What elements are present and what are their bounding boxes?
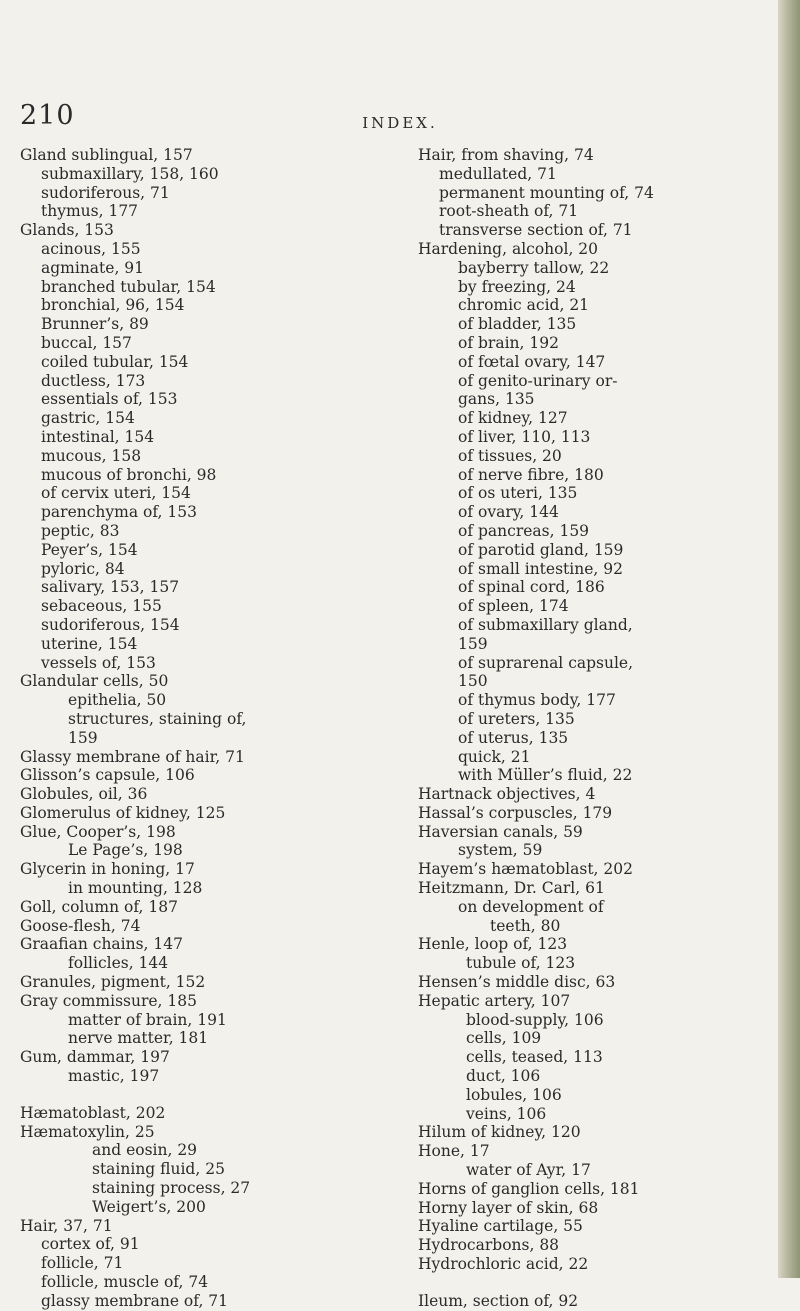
index-subentry: and eosin, 29 — [92, 1141, 198, 1160]
index-column-right — [418, 146, 778, 1311]
running-header: INDEX. — [362, 114, 438, 132]
index-subentry: permanent mounting of, 74 — [439, 183, 654, 202]
page-edge-binding — [778, 0, 800, 1278]
index-subentry: of thymus body, 177 — [458, 691, 616, 710]
index-subentry: of kidney, 127 — [458, 409, 568, 428]
index-heading: Glue, Cooper’s, 198 — [20, 822, 176, 841]
index-heading: Hæmatoblast, 202 — [20, 1103, 166, 1122]
index-subentry: ductless, 173 — [41, 371, 146, 390]
index-subentry: of cervix uteri, 154 — [41, 484, 191, 503]
index-subentry: in mounting, 128 — [68, 879, 203, 898]
index-subentry: of spleen, 174 — [458, 597, 569, 616]
index-heading: Henle, loop of, 123 — [418, 935, 568, 954]
index-subentry: matter of brain, 191 — [68, 1010, 227, 1029]
index-heading: Hardening, alcohol, 20 — [418, 239, 599, 258]
index-subentry: Peyer’s, 154 — [41, 540, 138, 559]
index-subentry: nerve matter, 181 — [68, 1029, 209, 1048]
index-subentry: thymus, 177 — [41, 202, 139, 221]
index-subentry: water of Ayr, 17 — [466, 1161, 591, 1180]
index-heading: Hilum of kidney, 120 — [418, 1123, 581, 1142]
section-gap — [20, 1086, 380, 1104]
index-heading: Hair, from shaving, 74 — [418, 146, 594, 164]
index-heading: Hepatic artery, 107 — [418, 991, 571, 1010]
index-subentry: acinous, 155 — [41, 239, 141, 258]
index-subentry: of ureters, 135 — [458, 709, 575, 728]
index-heading: Horny layer of skin, 68 — [418, 1198, 599, 1217]
index-subentry: sudoriferous, 154 — [41, 615, 180, 634]
index-subentry: of suprarenal capsule, — [458, 653, 634, 672]
index-subentry: duct, 106 — [466, 1067, 541, 1086]
index-heading: Globules, oil, 36 — [20, 785, 148, 804]
index-heading: Glisson’s capsule, 106 — [20, 766, 195, 785]
index-subentry: medullated, 71 — [439, 164, 557, 183]
index-heading: Gland sublingual, 157 — [20, 146, 193, 164]
index-subentry: parenchyma of, 153 — [41, 503, 197, 522]
index-subentry: of liver, 110, 113 — [458, 427, 591, 446]
index-subentry: transverse section of, 71 — [439, 221, 633, 240]
index-subentry: intestinal, 154 — [41, 427, 155, 446]
index-subentry: sebaceous, 155 — [41, 597, 162, 616]
index-subentry: gans, 135 — [458, 390, 535, 409]
index-heading: Graafian chains, 147 — [20, 935, 183, 954]
index-subentry: epithelia, 50 — [68, 691, 167, 710]
index-subentry: cells, 109 — [466, 1029, 542, 1048]
index-heading: Granules, pigment, 152 — [20, 973, 206, 992]
index-subentry: staining process, 27 — [92, 1179, 251, 1198]
index-subentry: of bladder, 135 — [458, 315, 577, 334]
index-subentry: chromic acid, 21 — [458, 296, 590, 315]
index-heading: Goll, column of, 187 — [20, 897, 178, 916]
index-subentry: mucous, 158 — [41, 446, 142, 465]
index-subentry: Le Page’s, 198 — [68, 841, 183, 860]
index-subentry: lobules, 106 — [466, 1085, 562, 1104]
index-subentry: Weigert’s, 200 — [92, 1197, 206, 1216]
index-subentry: Brunner’s, 89 — [41, 315, 149, 334]
index-heading: Glandular cells, 50 — [20, 672, 169, 691]
index-subentry: tubule of, 123 — [466, 954, 576, 973]
index-subentry: of genito-urinary or- — [458, 371, 618, 390]
index-subentry: cortex of, 91 — [41, 1235, 140, 1254]
index-subentry: branched tubular, 154 — [41, 277, 216, 296]
index-heading: Hair, 37, 71 — [20, 1216, 113, 1235]
index-subentry: uterine, 154 — [41, 634, 138, 653]
index-subentry: of os uteri, 135 — [458, 484, 578, 503]
index-subentry: blood-supply, 106 — [466, 1010, 604, 1029]
index-heading: Glomerulus of kidney, 125 — [20, 803, 226, 822]
page-number: 210 — [20, 100, 75, 131]
index-subentry: bayberry tallow, 22 — [458, 258, 610, 277]
index-subentry: of ovary, 144 — [458, 503, 559, 522]
index-subentry: of tissues, 20 — [458, 446, 562, 465]
index-subentry: follicle, muscle of, 74 — [41, 1273, 209, 1292]
index-subentry: with Müller’s fluid, 22 — [458, 766, 633, 785]
index-subentry: staining fluid, 25 — [92, 1160, 225, 1179]
index-subentry: veins, 106 — [466, 1104, 547, 1123]
index-subentry: gastric, 154 — [41, 409, 135, 428]
index-subentry: glassy membrane of, 71 — [41, 1291, 229, 1310]
index-heading: Glassy membrane of hair, 71 — [20, 747, 245, 766]
index-subentry: of brain, 192 — [458, 333, 559, 352]
index-subentry: agminate, 91 — [41, 258, 145, 277]
index-heading: Hensen’s middle disc, 63 — [418, 973, 616, 992]
index-subentry: 159 — [458, 634, 488, 653]
index-heading: Hyaline cartilage, 55 — [418, 1217, 583, 1236]
index-heading: Hydrochloric acid, 22 — [418, 1255, 589, 1274]
index-subentry: coiled tubular, 154 — [41, 352, 189, 371]
index-subentry: of parotid gland, 159 — [458, 540, 624, 559]
index-subentry: buccal, 157 — [41, 333, 132, 352]
index-subentry: essentials of, 153 — [41, 390, 178, 409]
index-heading: Haversian canals, 59 — [418, 822, 583, 841]
index-subentry: of spinal cord, 186 — [458, 578, 605, 597]
index-column-left — [20, 146, 380, 1311]
index-heading: Glands, 153 — [20, 221, 114, 240]
index-subentry: pyloric, 84 — [41, 559, 125, 578]
index-subentry: bronchial, 96, 154 — [41, 296, 185, 315]
index-subentry: of pancreas, 159 — [458, 521, 590, 540]
index-subentry: mucous of bronchi, 98 — [41, 465, 217, 484]
index-subentry: submaxillary, 158, 160 — [41, 164, 219, 183]
index-subentry: peptic, 83 — [41, 521, 120, 540]
index-heading: Goose-flesh, 74 — [20, 916, 141, 935]
index-heading: Glycerin in honing, 17 — [20, 860, 195, 879]
section-gap — [418, 1274, 778, 1292]
index-subentry: follicles, 144 — [68, 954, 169, 973]
index-subentry: sudoriferous, 71 — [41, 183, 170, 202]
index-subentry: cells, teased, 113 — [466, 1048, 603, 1067]
index-heading: Hayem’s hæmatoblast, 202 — [418, 860, 633, 879]
index-subentry: quick, 21 — [458, 747, 531, 766]
index-heading: Horns of ganglion cells, 181 — [418, 1179, 640, 1198]
index-subentry: of fœtal ovary, 147 — [458, 352, 606, 371]
index-heading: Hæmatoxylin, 25 — [20, 1122, 155, 1141]
index-subentry: salivary, 153, 157 — [41, 578, 180, 597]
index-heading: Gum, dammar, 197 — [20, 1048, 170, 1067]
index-heading: Heitzmann, Dr. Carl, 61 — [418, 879, 605, 898]
index-subentry: of uterus, 135 — [458, 728, 569, 747]
index-subentry: by freezing, 24 — [458, 277, 576, 296]
index-subentry: on development of — [458, 897, 604, 916]
index-heading: Ileum, section of, 92 — [418, 1291, 579, 1310]
index-heading: Hydrocarbons, 88 — [418, 1236, 560, 1255]
index-subentry: vessels of, 153 — [41, 653, 156, 672]
index-subentry: teeth, 80 — [490, 916, 561, 935]
index-heading: Hone, 17 — [418, 1142, 490, 1161]
index-subentry: follicle, 71 — [41, 1254, 124, 1273]
index-subentry: root-sheath of, 71 — [439, 202, 579, 221]
index-heading: Hartnack objectives, 4 — [418, 785, 596, 804]
index-subentry: structures, staining of, — [68, 709, 247, 728]
index-subentry: of nerve fibre, 180 — [458, 465, 604, 484]
index-heading: Hassal’s corpuscles, 179 — [418, 803, 613, 822]
index-subentry: of submaxillary gland, — [458, 615, 633, 634]
index-subentry: mastic, 197 — [68, 1067, 160, 1086]
index-subentry: system, 59 — [458, 841, 543, 860]
index-subentry: 159 — [68, 728, 98, 747]
index-subentry: 150 — [458, 672, 488, 691]
index-subentry: of small intestine, 92 — [458, 559, 623, 578]
index-heading: Gray commissure, 185 — [20, 991, 197, 1010]
